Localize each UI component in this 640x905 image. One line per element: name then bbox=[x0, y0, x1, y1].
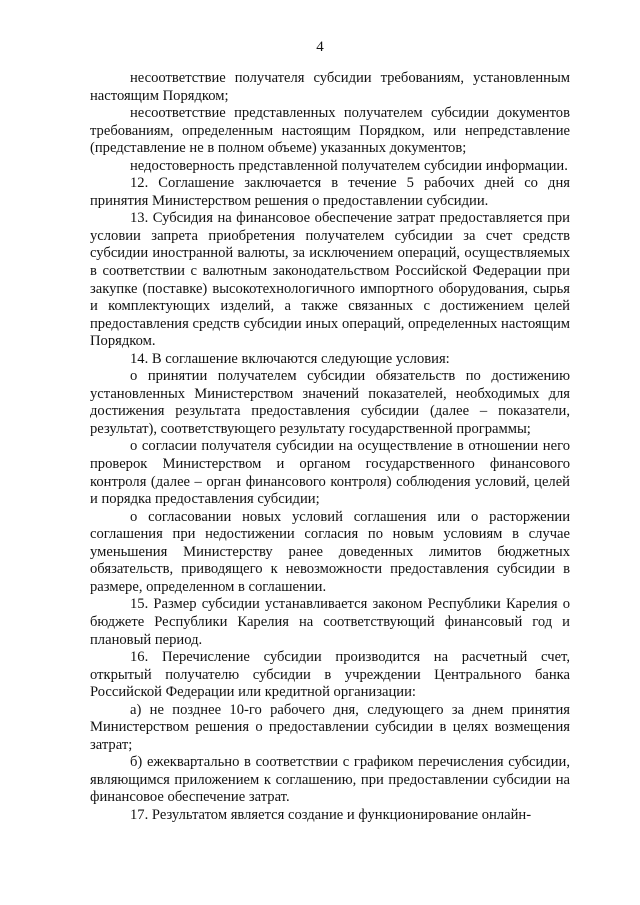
paragraph-13-currency-restriction: 13. Субсидия на финансовое обеспечение затрат предоставляется при условии запрета приобретения получателем субсидии за счет средств субсидии иностранной валюты, за исключением операций, осуществляемых в соответствии с валютным законодательством Российской Федерации при закупке (поставке) высокотехнологичного импортного оборудования, сырья и комплектующих изделий, а также связанных с достижением целей предоставления средств субсидии иных операций, определенных настоящим Порядком. bbox=[90, 210, 570, 350]
page-number: 4 bbox=[316, 39, 324, 55]
paragraph-16-transfer: 16. Перечисление субсидии производится на расчетный счет, открытый получателю субсидии в учреждении Центрального банка Российской Федерации или кредитной организации: bbox=[90, 649, 570, 701]
paragraph-noncompliance-requirements: несоответствие получателя субсидии требованиям, установленным настоящим Порядком; bbox=[90, 70, 570, 104]
paragraph-condition-inspections: о согласии получателя субсидии на осуществление в отношении него проверок Министерством и органом государственного финансового контроля (далее – орган финансового контроля) соблюдения условий, целей и порядка предоставления субсидии; bbox=[90, 438, 570, 508]
paragraph-15-subsidy-amount: 15. Размер субсидии устанавливается законом Республики Карелия о бюджете Республики Карелия на соответствующий финансовый год и плановый период. bbox=[90, 596, 570, 648]
paragraph-noncompliance-documents: несоответствие представленных получателем субсидии документов требованиям, определенным настоящим Порядком, или непредставление (представление не в полном объеме) указанных документов; bbox=[90, 105, 570, 157]
document-body bbox=[90, 70, 570, 825]
paragraph-16a-transfer-deadline: а) не позднее 10-го рабочего дня, следующего за днем принятия Министерством решения о предоставлении субсидии в целях возмещения затрат; bbox=[90, 701, 570, 753]
paragraph-condition-indicators: о принятии получателем субсидии обязательств по достижению установленных Министерством значений показателей, необходимых для достижения результата предоставления субсидии (далее – показатели, результат), соответствующего результату государственной программы; bbox=[90, 368, 570, 437]
paragraph-17-result: 17. Результатом является создание и функционирование онлайн- bbox=[130, 806, 532, 823]
paragraph-16b-quarterly-transfer: б) ежеквартально в соответствии с графиком перечисления субсидии, являющимся приложением к соглашению, при предоставлении субсидии на финансовое обеспечение затрат. bbox=[90, 754, 570, 806]
paragraph-12-agreement-term: 12. Соглашение заключается в течение 5 рабочих дней со дня принятия Министерством решения о предоставлении субсидии. bbox=[90, 175, 570, 209]
paragraph-condition-new-terms: о согласовании новых условий соглашения или о расторжении соглашения при недостижении согласия по новым условиям в случае уменьшения Министерству ранее доведенных лимитов бюджетных обязательств, приводящего к невозможности предоставления субсидии в размере, определенном в соглашении. bbox=[90, 508, 570, 595]
paragraph-unreliable-information: недостоверность представленной получателем субсидии информации. bbox=[130, 157, 568, 174]
paragraph-14-agreement-conditions: 14. В соглашение включаются следующие условия: bbox=[130, 350, 450, 367]
